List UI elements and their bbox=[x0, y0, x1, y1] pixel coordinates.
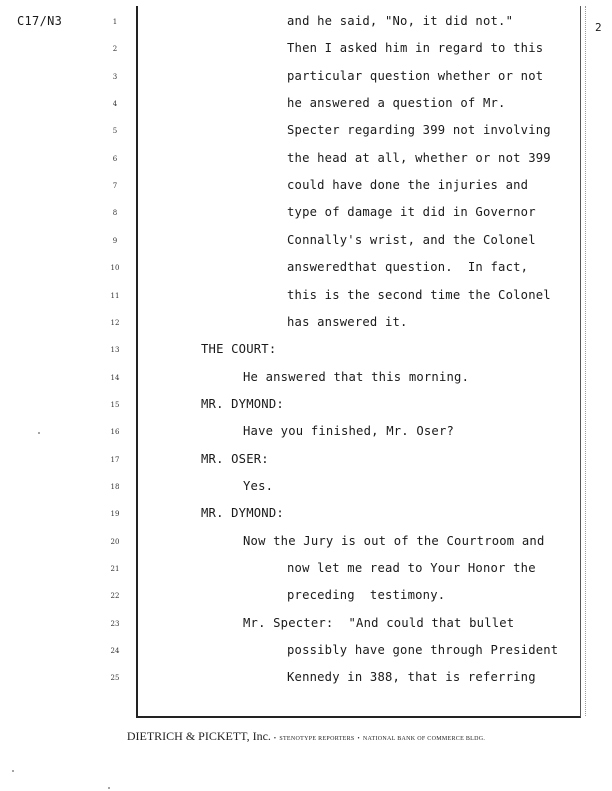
line-text: the head at all, whether or not 399 bbox=[287, 150, 551, 165]
line-text: Mr. Specter: "And could that bullet bbox=[243, 615, 515, 630]
line-text: THE COURT: bbox=[201, 342, 277, 357]
transcript-line bbox=[0, 476, 612, 503]
transcript-line bbox=[0, 421, 612, 448]
transcript-line bbox=[0, 449, 612, 476]
transcript-line bbox=[0, 667, 612, 694]
transcript-line bbox=[0, 120, 612, 147]
transcript-line bbox=[0, 503, 612, 530]
transcript-line bbox=[0, 531, 612, 558]
transcript-line bbox=[0, 11, 612, 38]
line-number: 14 bbox=[110, 373, 120, 382]
scan-speck bbox=[38, 432, 40, 434]
line-text: type of damage it did in Governor bbox=[287, 205, 536, 220]
line-number: 17 bbox=[110, 455, 120, 464]
transcript-line bbox=[0, 202, 612, 229]
line-text: Have you finished, Mr. Oser? bbox=[243, 424, 455, 439]
line-number: 18 bbox=[110, 482, 120, 491]
line-number: 21 bbox=[110, 565, 120, 573]
line-number: 25 bbox=[110, 674, 120, 683]
line-number: 23 bbox=[110, 619, 120, 628]
transcript-line bbox=[0, 339, 612, 366]
line-number: 11 bbox=[110, 291, 120, 300]
line-text: preceding testimony. bbox=[287, 588, 446, 603]
line-number: 7 bbox=[112, 182, 118, 191]
line-number: 9 bbox=[112, 236, 118, 245]
line-number: 22 bbox=[110, 592, 120, 601]
transcript-line bbox=[0, 230, 612, 257]
line-text: particular question whether or not bbox=[287, 68, 544, 83]
line-number: 19 bbox=[110, 510, 120, 519]
line-text: possibly have gone through President bbox=[287, 643, 559, 658]
line-text: MR. OSER: bbox=[201, 451, 269, 466]
transcript-line bbox=[0, 257, 612, 284]
line-number: 3 bbox=[112, 72, 118, 81]
transcript-line bbox=[0, 66, 612, 93]
line-number: 15 bbox=[110, 400, 120, 409]
transcript-line bbox=[0, 285, 612, 312]
transcript-line bbox=[0, 394, 612, 421]
transcript-line bbox=[0, 585, 612, 612]
transcript-line bbox=[0, 613, 612, 640]
transcript-line bbox=[0, 367, 612, 394]
line-number: 4 bbox=[112, 100, 118, 109]
line-text: Specter regarding 399 not involving bbox=[287, 123, 551, 138]
line-number: 16 bbox=[110, 428, 120, 437]
line-text: and he said, "No, it did not." bbox=[287, 14, 514, 28]
line-number: 10 bbox=[110, 264, 120, 273]
line-number: 1 bbox=[112, 18, 118, 26]
footer-service: STENOTYPE REPORTERS bbox=[279, 736, 355, 742]
line-text: could have done the injuries and bbox=[287, 178, 529, 193]
transcript-line bbox=[0, 148, 612, 175]
transcript-line bbox=[0, 640, 612, 667]
line-text: Then I asked him in regard to this bbox=[287, 41, 544, 56]
line-text: Kennedy in 388, that is referring bbox=[287, 670, 536, 685]
line-number: 24 bbox=[110, 647, 120, 656]
reporter-footer bbox=[0, 729, 612, 744]
line-number: 13 bbox=[110, 346, 120, 355]
footer-separator: • bbox=[357, 736, 360, 742]
line-text: now let me read to Your Honor the bbox=[287, 561, 536, 575]
line-number: 5 bbox=[112, 127, 118, 136]
transcript-line bbox=[0, 38, 612, 65]
line-text: He answered that this morning. bbox=[243, 369, 470, 384]
page-number: 2 bbox=[595, 21, 602, 34]
footer-address: NATIONAL BANK OF COMMERCE BLDG. bbox=[362, 736, 486, 742]
scan-speck bbox=[12, 770, 14, 772]
transcript-line bbox=[0, 312, 612, 339]
line-text: Connally's wrist, and the Colonel bbox=[287, 232, 536, 247]
line-number: 12 bbox=[110, 318, 120, 327]
line-text: has answered it. bbox=[287, 314, 408, 329]
page-id: C17/N3 bbox=[17, 14, 63, 28]
line-text: answeredthat question. In fact, bbox=[287, 260, 529, 275]
line-text: Yes. bbox=[243, 478, 274, 493]
footer-separator: • bbox=[273, 736, 277, 742]
line-number: 20 bbox=[110, 537, 120, 546]
line-text: Now the Jury is out of the Courtroom and bbox=[243, 533, 545, 548]
transcript-line bbox=[0, 558, 612, 585]
scan-speck bbox=[108, 787, 110, 789]
transcript-line bbox=[0, 175, 612, 202]
line-text: this is the second time the Colonel bbox=[287, 287, 551, 302]
footer-firm: DIETRICH & PICKETT, Inc. bbox=[126, 729, 271, 743]
transcript-line bbox=[0, 93, 612, 120]
line-number: 6 bbox=[112, 154, 118, 163]
line-text: he answered a question of Mr. bbox=[287, 96, 506, 111]
line-number: 2 bbox=[112, 45, 118, 54]
line-text: MR. DYMOND: bbox=[201, 506, 284, 521]
line-text: MR. DYMOND: bbox=[201, 396, 284, 411]
line-number: 8 bbox=[112, 209, 118, 218]
